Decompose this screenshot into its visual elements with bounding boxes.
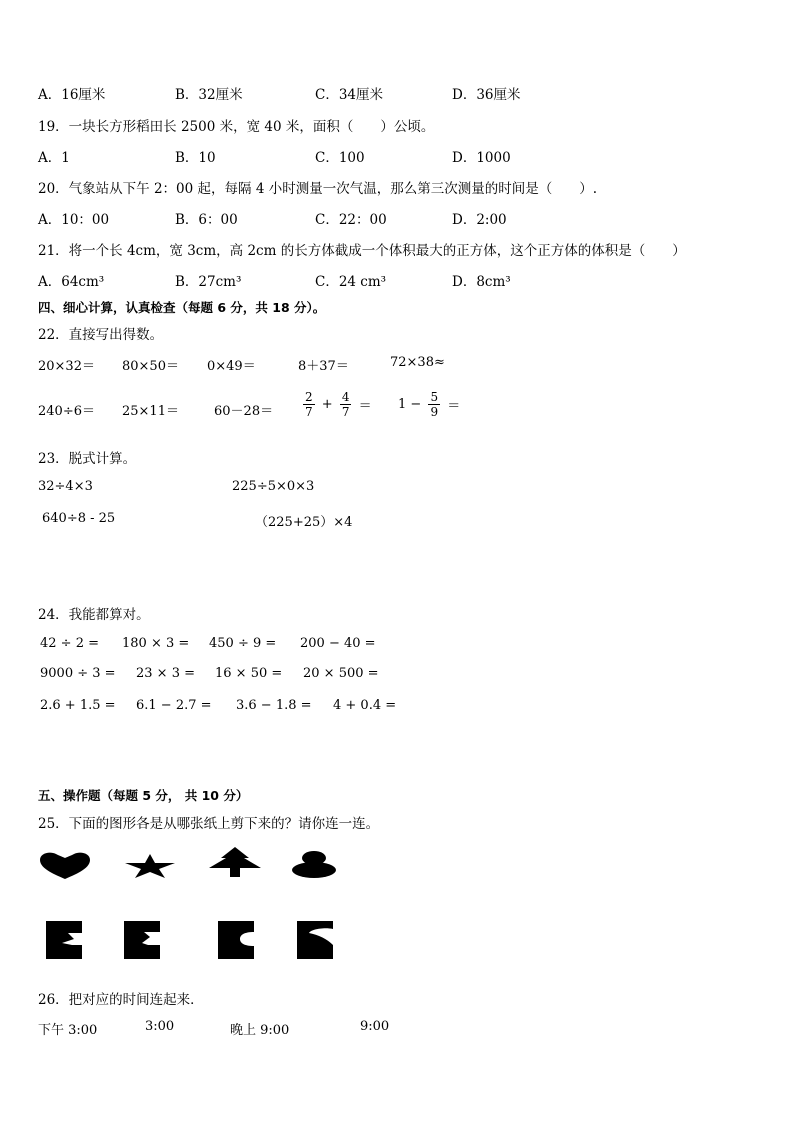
q24-expr-11: 3.6 − 1.8 = <box>236 698 312 713</box>
q18-option-a[interactable]: A．16厘米 <box>38 87 106 103</box>
q21-option-d[interactable]: D．8cm³ <box>452 274 511 290</box>
q24-expr-9: 2.6 + 1.5 = <box>40 698 116 713</box>
q22-expr-4: 8＋37＝ <box>298 359 349 374</box>
q24-expr-6: 23 × 3 = <box>136 666 195 681</box>
q20-option-a[interactable]: A．10：00 <box>38 212 110 228</box>
star-icon[interactable] <box>124 853 176 879</box>
q23-expr-1: 32÷4×3 <box>38 479 93 494</box>
q25-stem: 25．下面的图形各是从哪张纸上剪下来的？请你连一连。 <box>38 816 380 832</box>
q24-expr-4: 200 − 40 = <box>300 636 376 651</box>
snowman-icon[interactable] <box>290 850 338 880</box>
q22-expr-3: 0×49＝ <box>207 359 256 374</box>
fraction-five-ninths <box>428 390 440 419</box>
q18-option-d[interactable]: D．36厘米 <box>452 87 521 103</box>
time-label-2[interactable]: 3:00 <box>145 1019 175 1034</box>
cut-paper-curve-icon[interactable] <box>297 921 335 959</box>
q24-expr-2: 180 × 3 = <box>122 636 190 651</box>
fraction-numerator: 2 <box>305 390 313 404</box>
section-5-heading: 五、操作题（每题 5 分， 共 10 分） <box>38 788 249 803</box>
time-label-4[interactable]: 9:00 <box>360 1019 390 1034</box>
q21-stem: 21．将一个长 4cm，宽 3cm，高 2cm 的长方体截成一个体积最大的正方体，这个正方体的体积是（ ） <box>38 243 686 259</box>
fraction-two-sevenths <box>303 390 315 419</box>
fraction-denominator: 9 <box>430 405 439 419</box>
plus-sign: + <box>321 397 333 412</box>
cut-paper-round-icon[interactable] <box>218 921 256 959</box>
q20-option-d[interactable]: D．2:00 <box>452 212 507 228</box>
q22-fraction-sum <box>303 390 372 419</box>
q22-expr-1: 20×32＝ <box>38 359 95 374</box>
q22-stem: 22．直接写出得数。 <box>38 327 164 343</box>
q24-expr-12: 4 + 0.4 = <box>333 698 397 713</box>
cut-paper-zigzag-icon[interactable] <box>46 921 84 959</box>
q19-option-d[interactable]: D．1000 <box>452 150 511 166</box>
q22-expr-8: 60－28＝ <box>214 404 274 419</box>
equals-sign: ＝ <box>358 399 372 414</box>
q21-option-c[interactable]: C．24 cm³ <box>315 274 387 290</box>
q24-expr-7: 16 × 50 = <box>215 666 283 681</box>
cut-paper-step-icon[interactable] <box>124 921 162 959</box>
fraction-four-sevenths <box>340 390 352 419</box>
q21-option-b[interactable]: B．27cm³ <box>175 274 242 290</box>
tree-icon[interactable] <box>207 846 263 878</box>
fraction-denominator: 7 <box>305 405 313 419</box>
fraction-numerator: 4 <box>341 390 350 404</box>
q23-expr-3: 640÷8 - 25 <box>42 511 116 526</box>
q22-expr-6: 240÷6＝ <box>38 404 95 419</box>
section-4-heading: 四、细心计算，认真检查（每题 6 分，共 18 分）。 <box>38 300 326 315</box>
q23-expr-4: （225+25）×4 <box>255 515 353 530</box>
time-label-1[interactable]: 下午 3:00 <box>38 1023 98 1038</box>
q22-fraction-diff <box>398 390 460 419</box>
q24-expr-8: 20 × 500 = <box>303 666 379 681</box>
q23-expr-2: 225÷5×0×3 <box>232 479 315 494</box>
q24-stem: 24．我能都算对。 <box>38 607 150 623</box>
q23-stem: 23．脱式计算。 <box>38 451 137 467</box>
q20-option-c[interactable]: C．22：00 <box>315 212 387 228</box>
q24-expr-1: 42 ÷ 2 = <box>40 636 99 651</box>
q19-option-a[interactable]: A．1 <box>38 150 70 166</box>
q18-option-c[interactable]: C．34厘米 <box>315 87 384 103</box>
q24-expr-10: 6.1 − 2.7 = <box>136 698 212 713</box>
q21-option-a[interactable]: A．64cm³ <box>38 274 105 290</box>
fraction-denominator: 7 <box>341 405 350 419</box>
fraction-lead: 1 − <box>398 397 422 412</box>
time-label-3[interactable]: 晚上 9:00 <box>230 1023 290 1038</box>
q24-expr-3: 450 ÷ 9 = <box>209 636 277 651</box>
q19-option-b[interactable]: B．10 <box>175 150 216 166</box>
q19-stem: 19．一块长方形稻田长 2500 米，宽 40 米，面积（ ）公顷。 <box>38 119 435 135</box>
q20-option-b[interactable]: B．6：00 <box>175 212 238 228</box>
q22-expr-2: 80×50＝ <box>122 359 179 374</box>
fraction-numerator: 5 <box>430 390 439 404</box>
q24-expr-5: 9000 ÷ 3 = <box>40 666 116 681</box>
q20-stem: 20．气象站从下午 2：00 起，每隔 4 小时测量一次气温，那么第三次测量的时间是（ ）. <box>38 181 597 197</box>
q22-expr-5: 72×38≈ <box>390 355 445 370</box>
heart-icon[interactable] <box>38 851 92 881</box>
q19-option-c[interactable]: C．100 <box>315 150 365 166</box>
q18-option-b[interactable]: B．32厘米 <box>175 87 243 103</box>
equals-sign: ＝ <box>447 399 461 414</box>
q26-stem: 26．把对应的时间连起来． <box>38 992 204 1008</box>
q22-expr-7: 25×11＝ <box>122 404 179 419</box>
